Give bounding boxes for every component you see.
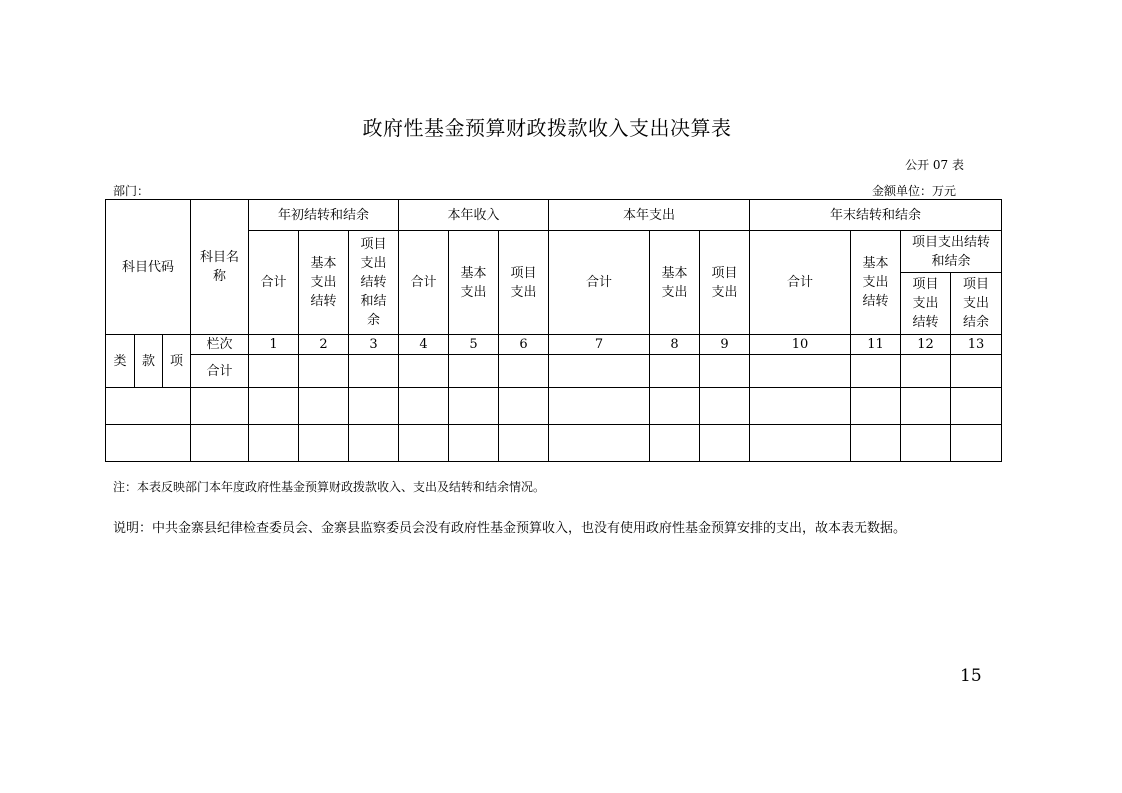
department-label: 部门： [113, 184, 150, 198]
column-number: 3 [349, 335, 399, 355]
data-cell [650, 388, 700, 425]
subject-name-header [191, 200, 249, 335]
expense-basic-header: 基本 支出 [650, 231, 700, 335]
data-cell [650, 425, 700, 462]
data-cell [249, 355, 299, 388]
data-cell [549, 388, 650, 425]
page-number: 15 [960, 666, 982, 686]
data-cell [750, 425, 851, 462]
data-cell [349, 355, 399, 388]
beginning-total-header: 合计 [249, 231, 299, 335]
table-row [106, 388, 1002, 425]
table-row [106, 425, 1002, 462]
data-cell [499, 425, 549, 462]
data-cell [499, 355, 549, 388]
data-cell [901, 425, 951, 462]
expense-total-header: 合计 [549, 231, 650, 335]
end-project-group-header: 项目支出结转 和结余 [901, 231, 1002, 273]
end-basic-header: 基本 支出 结转 [851, 231, 901, 335]
data-cell [299, 425, 349, 462]
column-number: 12 [901, 335, 951, 355]
budget-table [105, 199, 1002, 462]
data-cell [349, 388, 399, 425]
group-beginning-header: 年初结转和结余 [249, 200, 399, 231]
data-cell [399, 388, 449, 425]
column-number: 5 [449, 335, 499, 355]
data-cell [750, 355, 851, 388]
data-cell [700, 388, 750, 425]
income-basic-header: 基本 支出 [449, 231, 499, 335]
data-cell [449, 388, 499, 425]
explanation-text: 说明：中共金寨县纪律检查委员会、金寨县监察委员会没有政府性基金预算收入，也没有使用政府性基金预算安排的支出，故本表无数据。 [113, 521, 907, 536]
subject-code-header: 科目代码 [106, 200, 191, 335]
data-cell [106, 388, 191, 425]
column-number: 7 [549, 335, 650, 355]
data-cell [449, 425, 499, 462]
end-project-carryover-header: 项目 支出 结转 [901, 273, 951, 335]
beginning-project-header: 项目 支出 结转 和结 余 [349, 231, 399, 335]
expense-project-header: 项目 支出 [700, 231, 750, 335]
data-cell [951, 388, 1002, 425]
group-expense-header: 本年支出 [549, 200, 750, 231]
column-number: 11 [851, 335, 901, 355]
data-cell [650, 355, 700, 388]
column-number: 8 [650, 335, 700, 355]
subject-name-stack: 科目名 称 [199, 250, 239, 284]
data-cell [851, 355, 901, 388]
data-cell [249, 425, 299, 462]
table-id: 公开 07 表 [905, 158, 964, 172]
column-number: 9 [700, 335, 750, 355]
data-cell [191, 388, 249, 425]
end-project-surplus-header: 项目 支出 结余 [951, 273, 1002, 335]
data-cell [851, 425, 901, 462]
income-project-header: 项目 支出 [499, 231, 549, 335]
beginning-basic-header: 基本 支出 结转 [299, 231, 349, 335]
code-part-category: 类 [106, 335, 135, 388]
column-index-label: 栏次 [191, 335, 249, 355]
column-number: 10 [750, 335, 851, 355]
column-number: 13 [951, 335, 1002, 355]
end-total-header: 合计 [750, 231, 851, 335]
total-row-label: 合计 [191, 355, 249, 388]
data-cell [299, 355, 349, 388]
data-cell [299, 388, 349, 425]
column-number: 2 [299, 335, 349, 355]
unit-label: 金额单位：万元 [871, 184, 956, 198]
group-income-header: 本年收入 [399, 200, 549, 231]
data-cell [349, 425, 399, 462]
data-cell [549, 425, 650, 462]
page-title: 政府性基金预算财政拨款收入支出决算表 [362, 116, 732, 140]
code-part-section: 款 [135, 335, 163, 388]
income-total-header: 合计 [399, 231, 449, 335]
data-cell [750, 388, 851, 425]
data-cell [951, 425, 1002, 462]
data-cell [249, 388, 299, 425]
data-cell [851, 388, 901, 425]
data-cell [449, 355, 499, 388]
data-cell [106, 425, 191, 462]
data-cell [901, 388, 951, 425]
data-cell [901, 355, 951, 388]
data-cell [700, 355, 750, 388]
column-number: 4 [399, 335, 449, 355]
data-cell [399, 425, 449, 462]
data-cell [700, 425, 750, 462]
data-cell [951, 355, 1002, 388]
data-cell [549, 355, 650, 388]
data-cell [499, 388, 549, 425]
table-note: 注：本表反映部门本年度政府性基金预算财政拨款收入、支出及结转和结余情况。 [113, 480, 546, 494]
data-cell [399, 355, 449, 388]
column-number: 6 [499, 335, 549, 355]
group-end-header: 年末结转和结余 [750, 200, 1002, 231]
code-part-item: 项 [163, 335, 191, 388]
column-number: 1 [249, 335, 299, 355]
data-cell [191, 425, 249, 462]
